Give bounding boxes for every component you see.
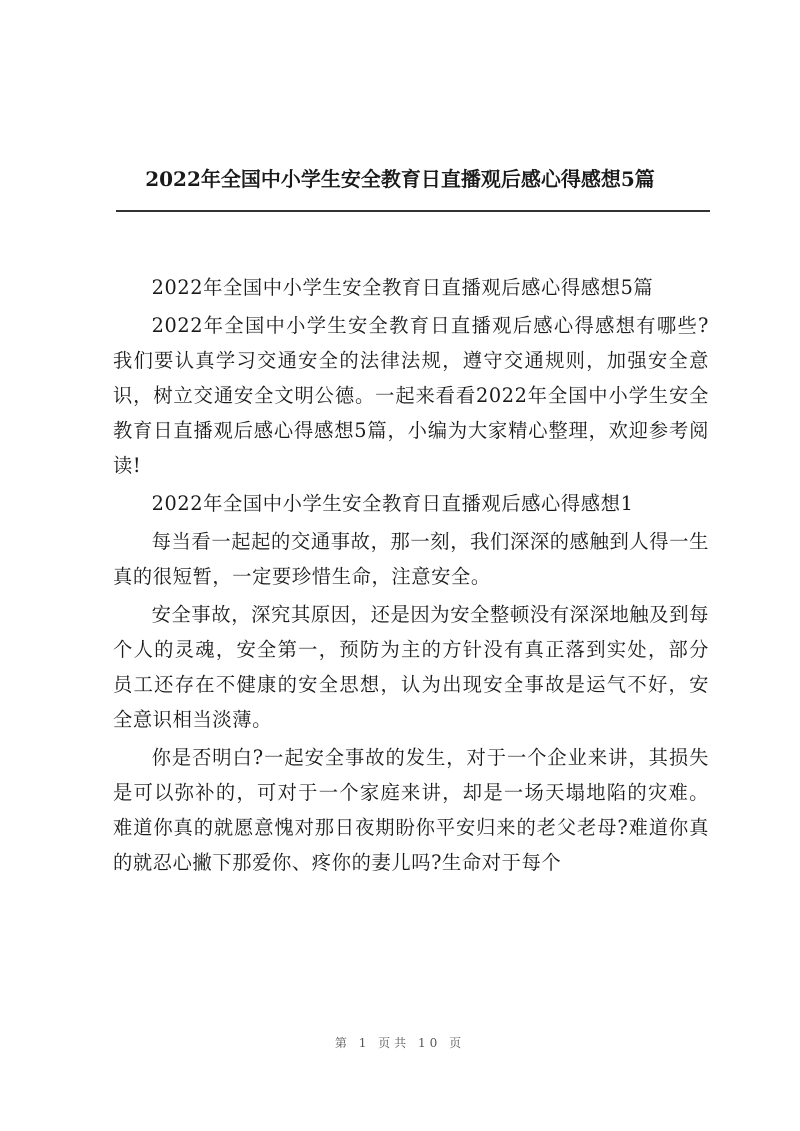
body-paragraph: 安全事故，深究其原因，还是因为安全整顿没有深深地触及到每个人的灵魂，安全第一，预防为主的方针没有真正落到实处，部分员工还存在不健康的安全思想，认为出现安全事故是运气不好，安全意识相当淡薄。 — [113, 603, 709, 731]
body-paragraph: 你是否明白?一起安全事故的发生，对于一个企业来讲，其损失是可以弥补的，可对于一个家庭来讲，却是一场天塌地陷的灾难。难道你真的就愿意愧对那日夜期盼你平安归来的老父老母?难道你真的就忍心撇下那爱你、疼你的妻儿吗?生命对于每个 — [113, 746, 709, 874]
body-paragraph: 2022年全国中小学生安全教育日直播观后感心得感想1 — [151, 492, 634, 515]
body-paragraph: 2022年全国中小学生安全教育日直播观后感心得感想5篇 — [151, 276, 654, 299]
body-paragraph: 2022年全国中小学生安全教育日直播观后感心得感想有哪些?我们要认真学习交通安全的法律法规，遵守交通规则，加强安全意识，树立交通安全文明公德。一起来看看2022年全国中小学生安全教育日直播观后感心得感想5篇，小编为大家精心整理，欢迎参考阅读! — [113, 314, 709, 477]
title-divider — [116, 210, 710, 212]
body-paragraph: 每当看一起起的交通事故，那一刻，我们深深的感触到人得一生真的很短暂，一定要珍惜生命，注意安全。 — [113, 530, 709, 588]
page-number-footer: 第 1 页共 10 页 — [334, 1036, 466, 1050]
document-title: 2022年全国中小学生安全教育日直播观后感心得感想5篇 — [145, 167, 655, 191]
document-body — [113, 270, 709, 880]
